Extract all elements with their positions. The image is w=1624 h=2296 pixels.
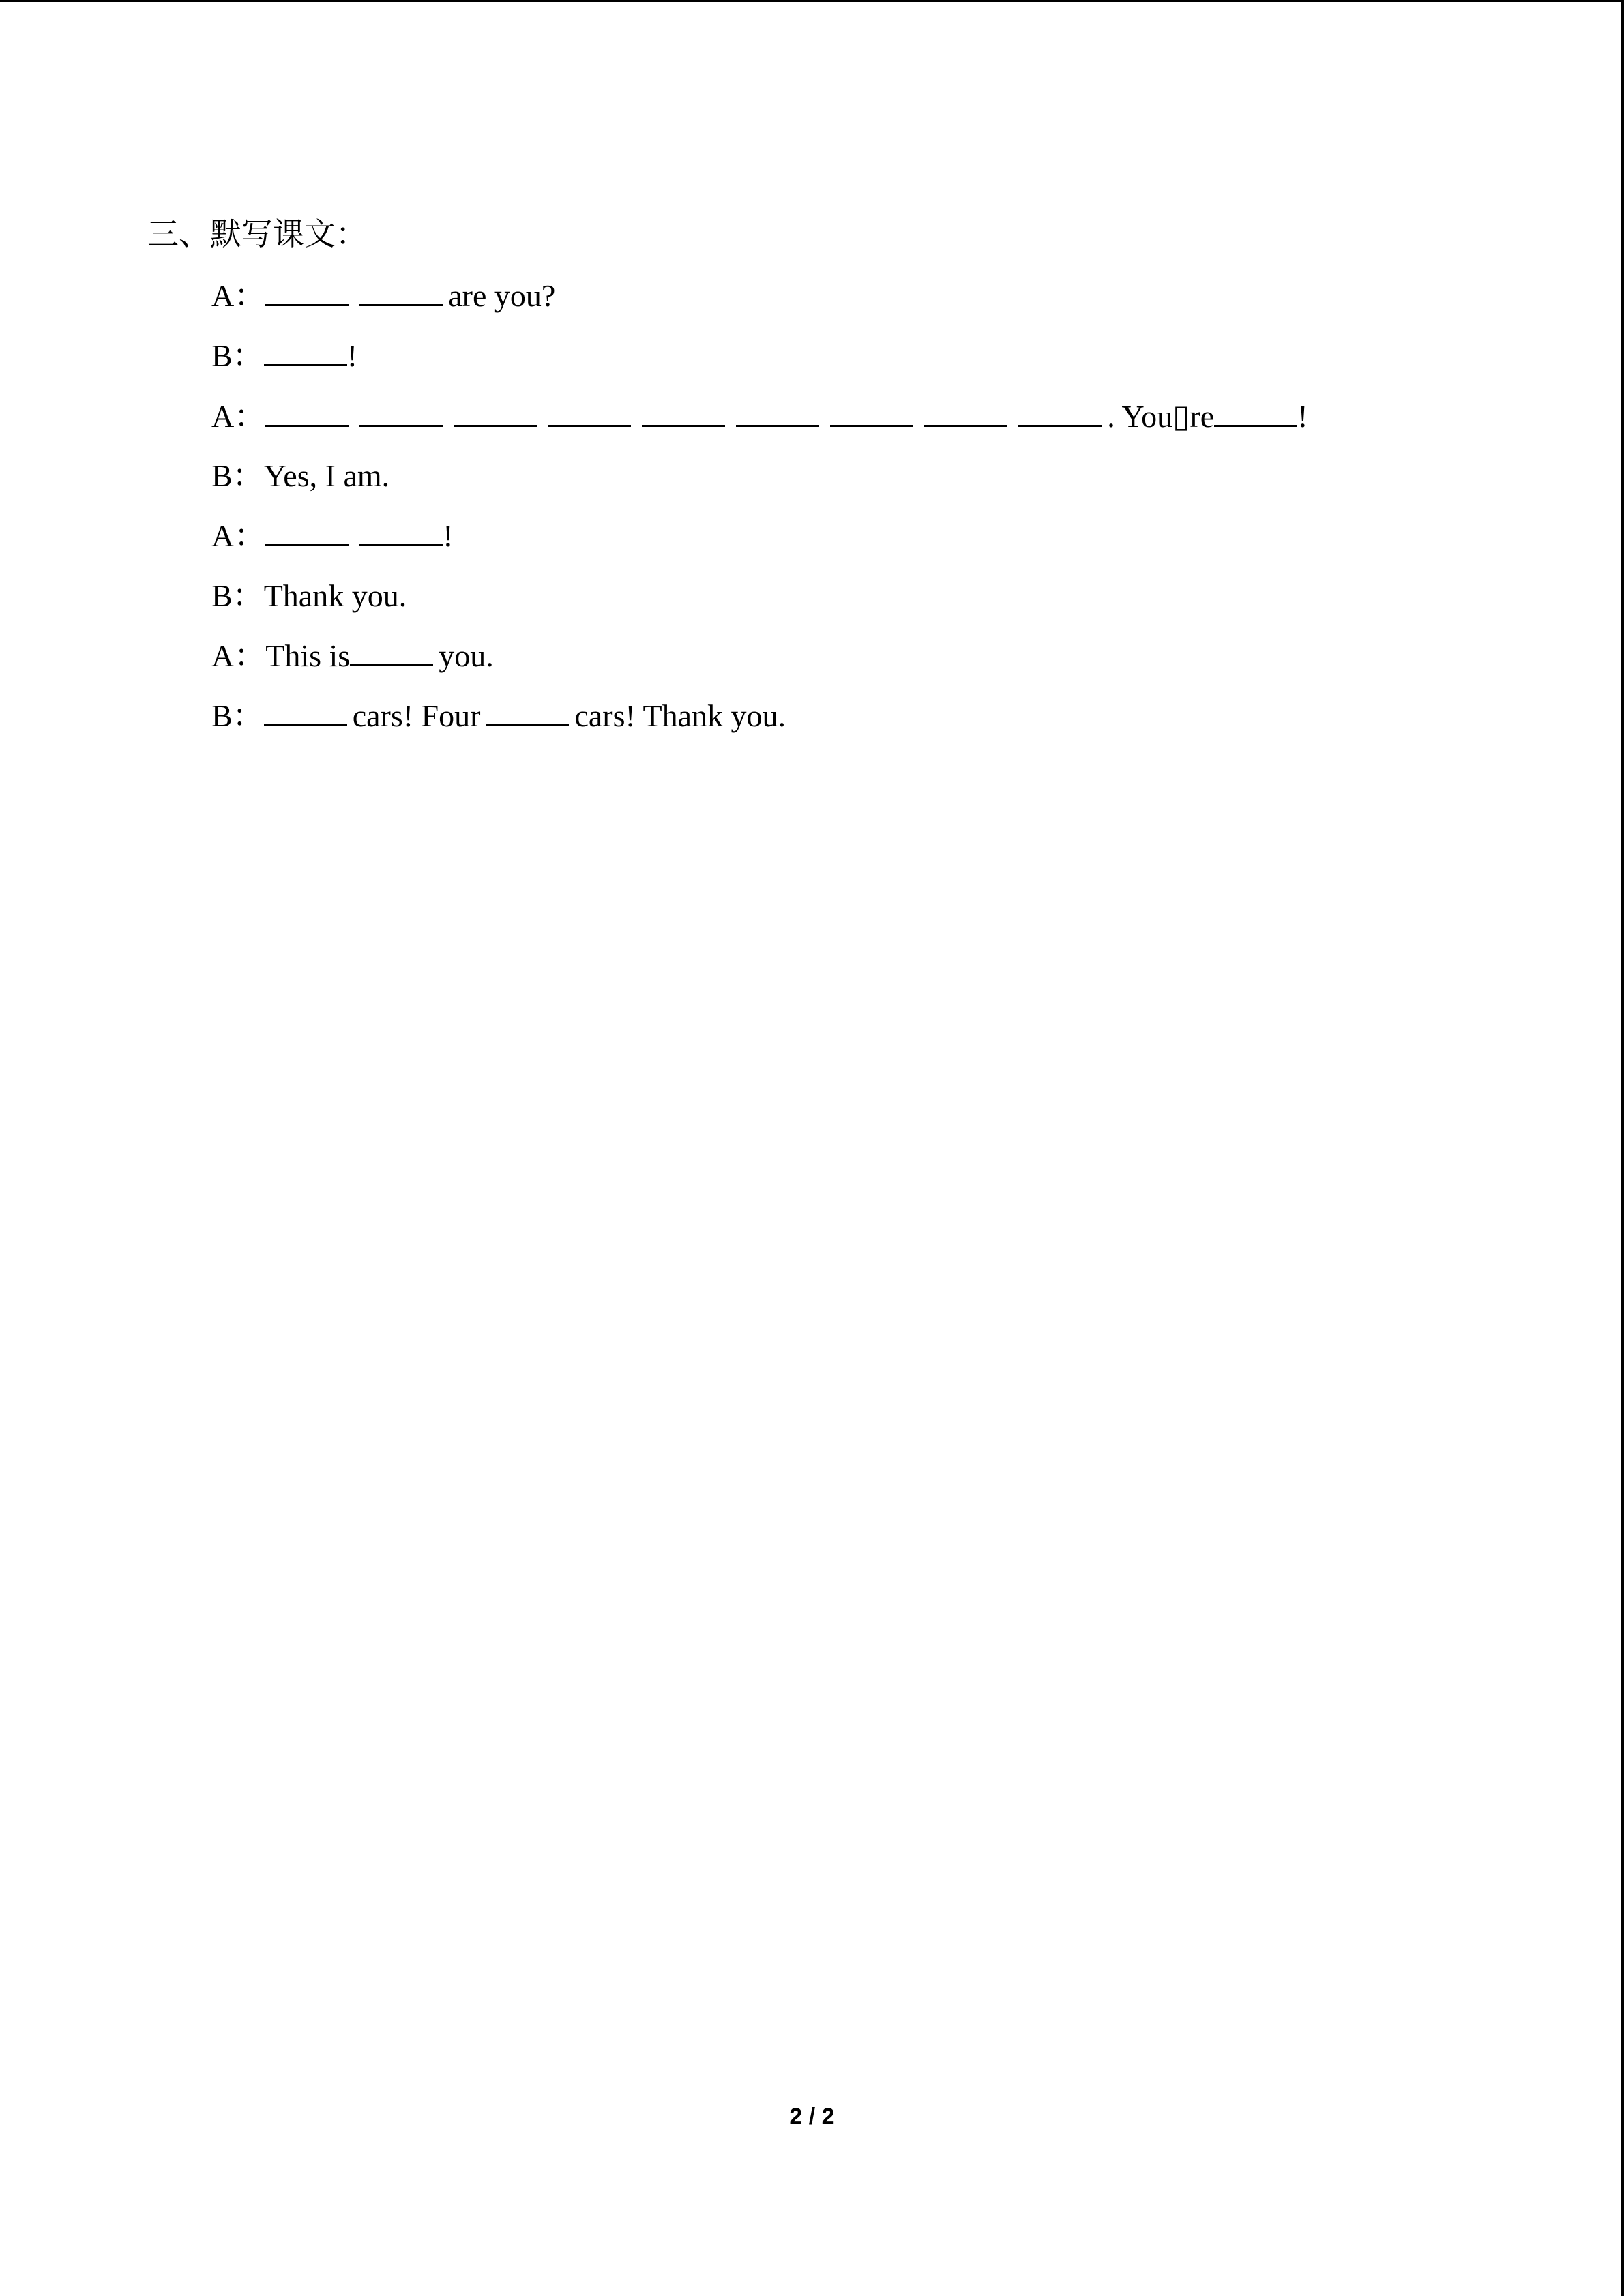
page-right-border [1621, 0, 1624, 2296]
dialogue-line-7 [211, 634, 494, 678]
line-text: cars! Four [352, 698, 481, 733]
line-text: . You▯re [1107, 399, 1215, 434]
dialogue-line-1 [211, 274, 555, 318]
blank[interactable] [924, 396, 1007, 427]
blank[interactable] [1214, 396, 1297, 427]
blank[interactable] [736, 396, 819, 427]
section-title: 三、默写课文： [147, 217, 367, 252]
line-text: This is [265, 638, 351, 673]
speaker-label: A： [211, 399, 266, 434]
dialogue-line-6 [211, 574, 407, 618]
line-text: ! [346, 338, 358, 373]
line-text: are you? [448, 278, 556, 313]
speaker-label: A： [211, 278, 266, 313]
speaker-label: B： [211, 698, 264, 733]
line-text: you. [439, 638, 494, 673]
blank[interactable] [350, 636, 433, 666]
speaker-label: B： [211, 338, 264, 373]
speaker-label: A： [211, 638, 266, 673]
line-text: ! [1297, 399, 1308, 434]
speaker-label: A： [211, 518, 266, 553]
blank[interactable] [642, 396, 725, 427]
dialogue-line-2 [211, 334, 357, 378]
blank[interactable] [830, 396, 913, 427]
blank[interactable] [548, 396, 631, 427]
blank[interactable] [359, 516, 443, 546]
line-text: cars! Thank you. [574, 698, 786, 733]
dialogue-line-5 [211, 514, 454, 558]
blank[interactable] [359, 396, 443, 427]
blank[interactable] [359, 275, 443, 306]
page-top-border [0, 0, 1624, 2]
blank[interactable] [486, 696, 569, 726]
dialogue-line-4 [211, 454, 389, 498]
blank[interactable] [265, 396, 349, 427]
blank[interactable] [454, 396, 537, 427]
blank[interactable] [264, 336, 347, 366]
speaker-label: B： [211, 458, 264, 493]
blank[interactable] [264, 696, 347, 726]
page-number: 2 / 2 [789, 2104, 835, 2130]
blank[interactable] [1018, 396, 1102, 427]
line-text: ! [443, 518, 454, 553]
speaker-label: B： [211, 578, 264, 613]
line-text: Thank you. [263, 578, 407, 613]
line-text: Yes, I am. [263, 458, 390, 493]
blank[interactable] [265, 275, 349, 306]
blank[interactable] [265, 516, 349, 546]
dialogue-line-3 [211, 395, 1308, 438]
dialogue-line-8 [211, 694, 786, 738]
